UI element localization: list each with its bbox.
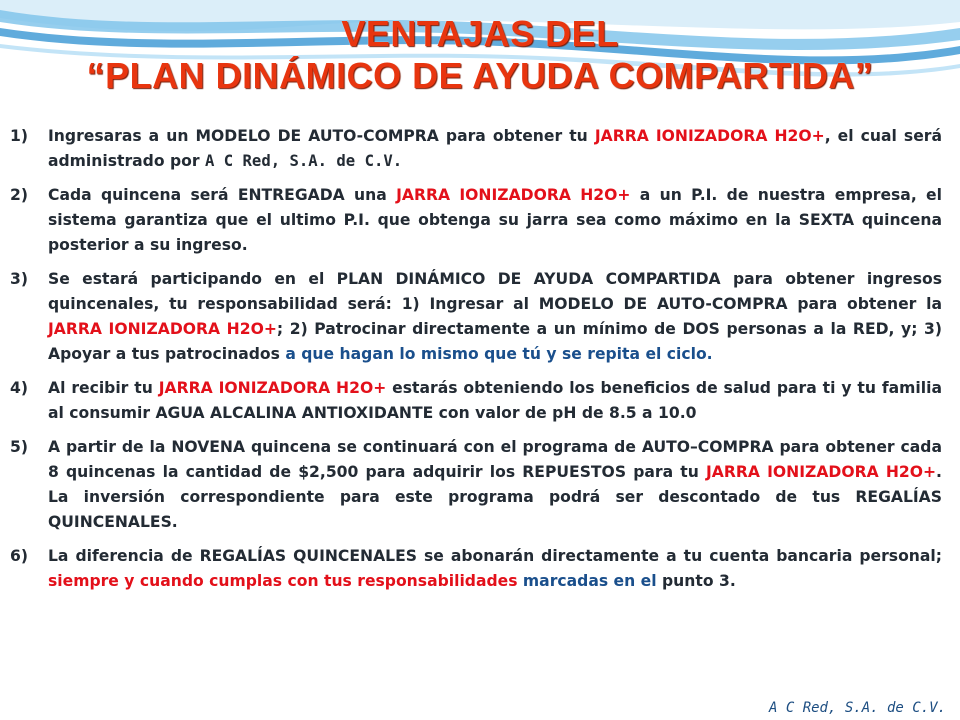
list-item bbox=[10, 435, 942, 535]
item-text-segment: . La inversión correspondiente para este programa podrá ser descontado de tus REGALÍAS QUINCENALES. bbox=[48, 463, 942, 531]
item-text bbox=[48, 270, 942, 363]
item-number: 3) bbox=[10, 270, 28, 288]
item-text-segment: siempre y cuando cumplas con tus responsabilidades bbox=[48, 572, 518, 590]
item-number: 6) bbox=[10, 547, 28, 565]
item-text-segment: Al recibir tu bbox=[48, 379, 159, 397]
item-number: 2) bbox=[10, 186, 28, 204]
item-number: 4) bbox=[10, 379, 28, 397]
item-text-segment: punto 3. bbox=[662, 572, 736, 590]
item-text bbox=[48, 547, 942, 590]
item-text-segment: La diferencia de REGALÍAS QUINCENALES se abonarán directamente a tu cuenta bancaria personal; bbox=[48, 547, 942, 565]
item-text-segment: JARRA IONIZADORA H2O+ bbox=[594, 127, 825, 145]
item-number: 1) bbox=[10, 127, 28, 145]
title-line-1: VENTAJAS DEL bbox=[341, 13, 619, 54]
item-text bbox=[48, 127, 942, 170]
item-text bbox=[48, 379, 942, 422]
item-text bbox=[48, 438, 942, 531]
item-text-segment: a que hagan lo mismo que tú y se repita el ciclo. bbox=[285, 345, 713, 363]
item-text-segment: marcadas en el bbox=[517, 572, 663, 590]
item-text-segment: a un P.I. de nuestra empresa, el sistema garantiza que el ultimo P.I. que obtenga su jarra sea como máximo en la SEXTA quincena posterior a su ingreso. bbox=[48, 186, 942, 254]
list-item bbox=[10, 183, 942, 258]
item-text-segment: JARRA IONIZADORA H2O+ bbox=[705, 463, 937, 481]
list-item bbox=[10, 267, 942, 367]
item-text-segment: Cada quincena será ENTREGADA una bbox=[48, 186, 397, 204]
advantages-list bbox=[10, 124, 942, 603]
footer-company: A C Red, S.A. de C.V. bbox=[768, 700, 946, 716]
list-item bbox=[10, 544, 942, 594]
item-text-segment: JARRA IONIZADORA H2O+ bbox=[48, 320, 277, 338]
item-text-segment: A partir de la NOVENA quincena se continuará con el programa de AUTO–COMPRA para obtener cada 8 quincenas la cantidad de $2,500 para adquirir los REPUESTOS para tu bbox=[48, 438, 942, 481]
list-item bbox=[10, 376, 942, 426]
item-text-segment: JARRA IONIZADORA H2O+ bbox=[158, 379, 387, 397]
item-text bbox=[48, 186, 942, 254]
item-text-segment: estarás obteniendo los beneficios de salud para ti y tu familia al consumir AGUA ALCALINA ANTIOXIDANTE con valor de pH de 8.5 a 10.0 bbox=[48, 379, 942, 422]
item-text-segment: ; 2) Patrocinar directamente a un mínimo de DOS personas a la RED, y; 3) Apoyar a tus patrocinados bbox=[48, 320, 942, 363]
item-text-segment: A C Red, S.A. de C.V. bbox=[204, 152, 403, 170]
item-number: 5) bbox=[10, 438, 28, 456]
title-line-2: “PLAN DINÁMICO DE AYUDA COMPARTIDA” bbox=[86, 55, 874, 96]
item-text-segment: Se estará participando en el PLAN DINÁMICO DE AYUDA COMPARTIDA para obtener ingresos quincenales, tu responsabilidad será bbox=[48, 270, 942, 313]
list-item bbox=[10, 124, 942, 174]
item-text-segment: : 1) Ingresar al MODELO DE AUTO-COMPRA para obtener la bbox=[385, 295, 942, 313]
item-text-segment: Ingresaras a un MODELO DE AUTO-COMPRA para obtener tu bbox=[48, 127, 595, 145]
item-text-segment: , el cual será administrado por bbox=[48, 127, 942, 170]
item-text-segment: JARRA IONIZADORA H2O+ bbox=[396, 186, 631, 204]
slide-title bbox=[0, 14, 960, 96]
